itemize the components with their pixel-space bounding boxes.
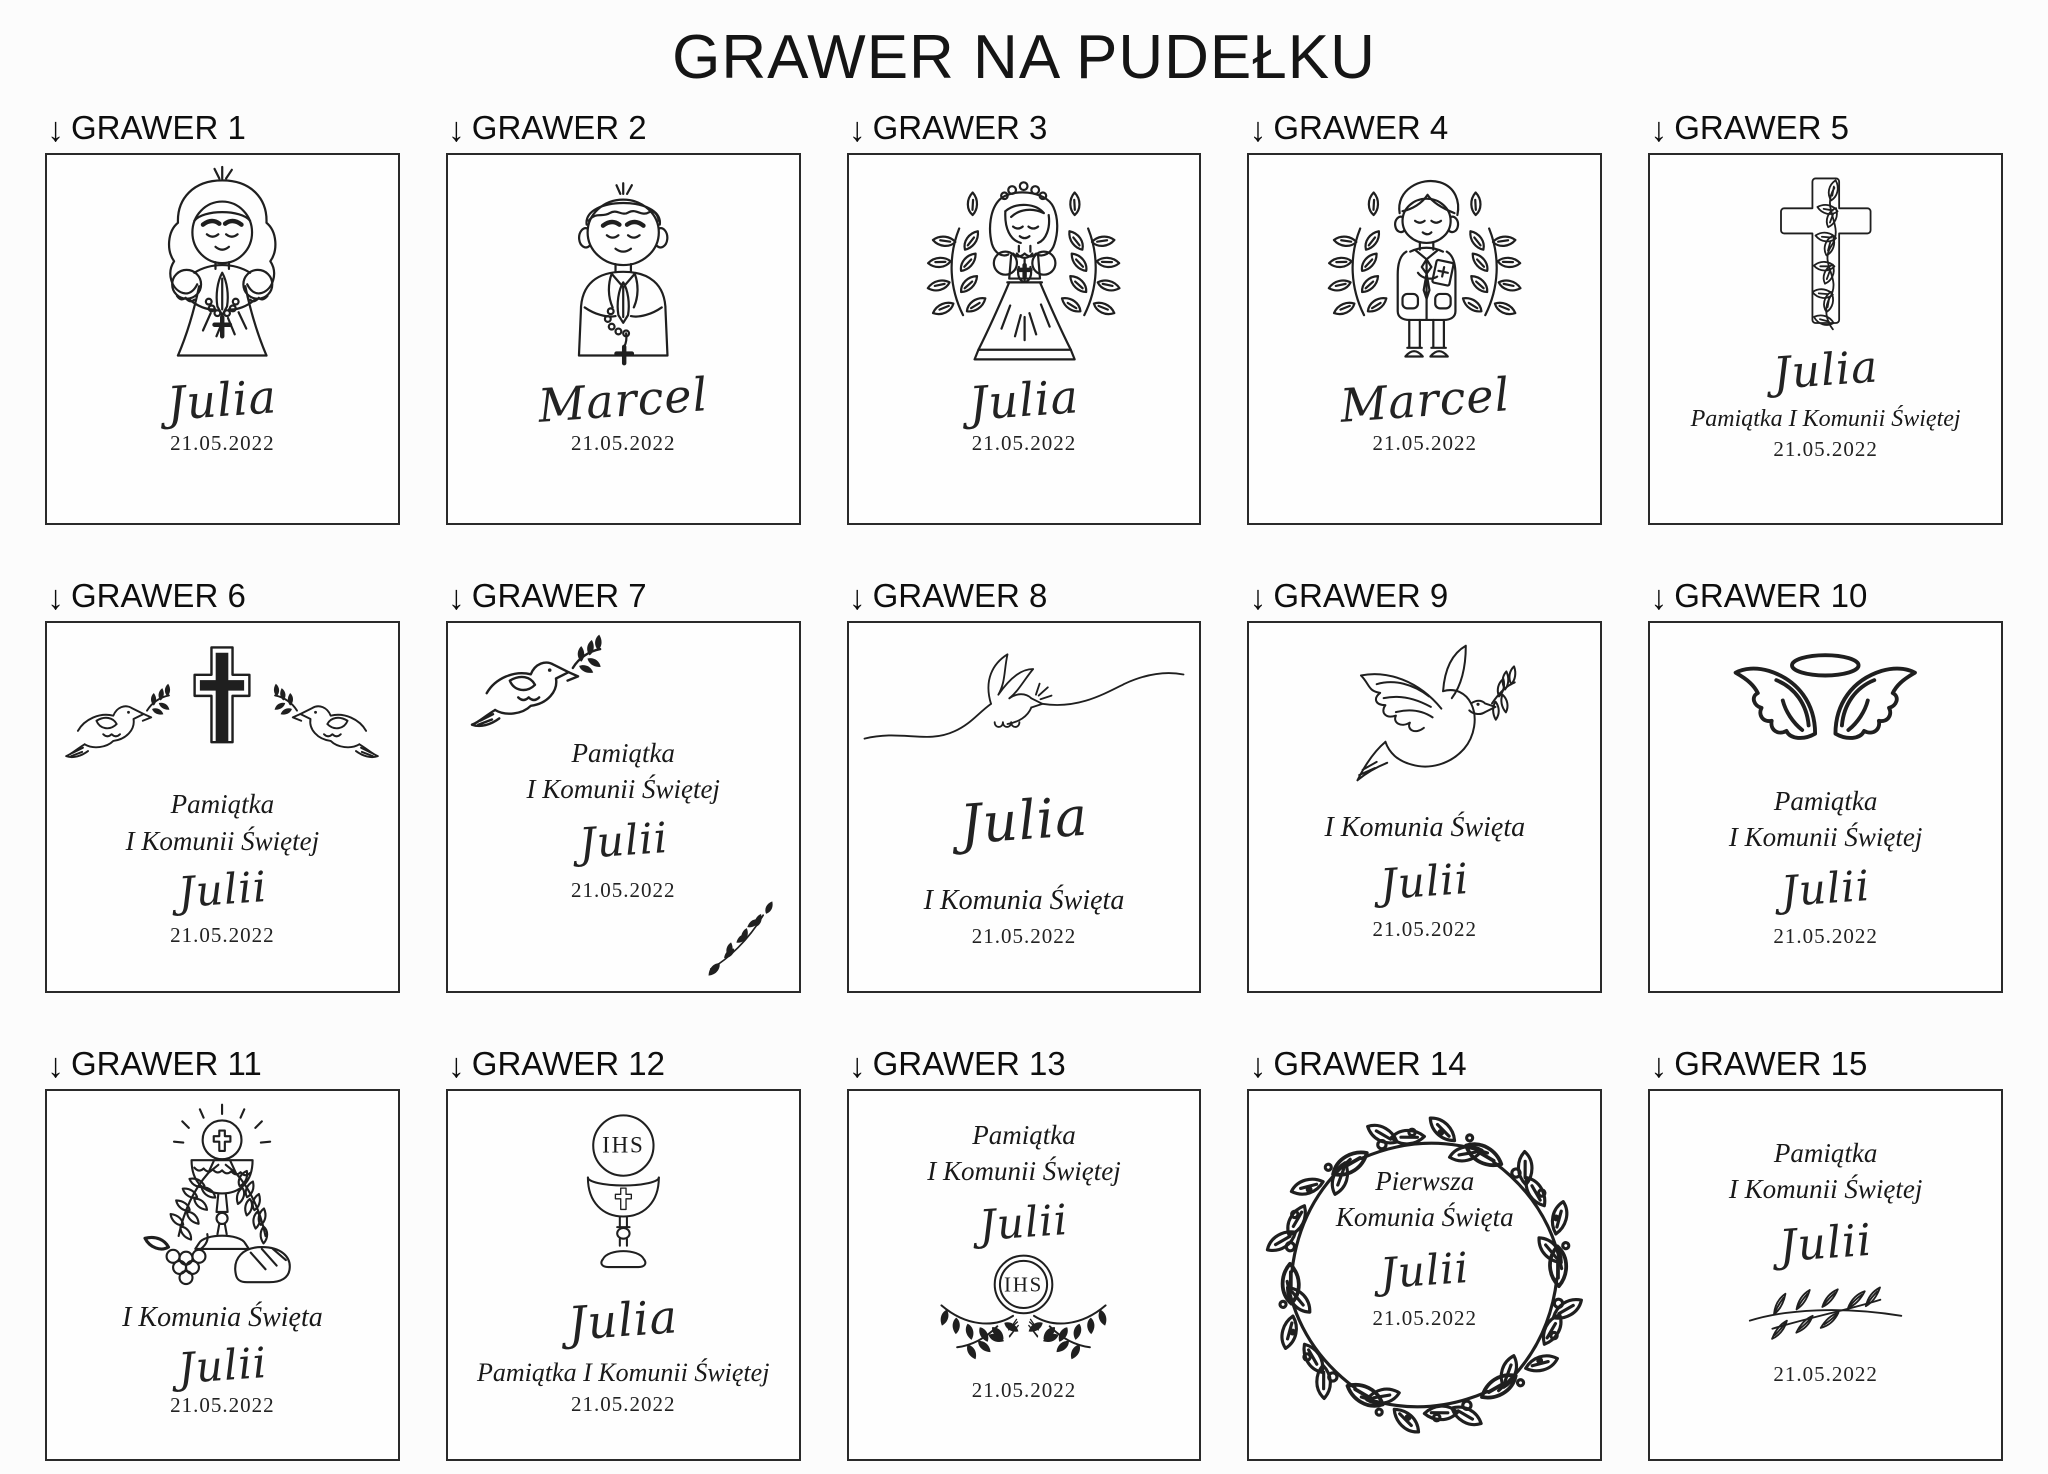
design-card-grawer-10: [1648, 575, 2003, 993]
design-label: [1249, 1043, 1602, 1083]
memorial-line: I Komunii Świętej: [1728, 1174, 1923, 1205]
down-arrow-icon: ↓: [447, 111, 465, 149]
design-card-grawer-6: [45, 575, 400, 993]
design-label-text: GRAWER 5: [1674, 109, 1849, 146]
down-arrow-icon: ↓: [447, 579, 465, 617]
engraved-date: 21.05.2022: [1372, 916, 1478, 941]
memorial-line: Pamiątka: [571, 738, 675, 768]
design-preview-box: [446, 153, 801, 525]
memorial-line: Pamiątka: [1773, 786, 1878, 816]
engraved-date: 21.05.2022: [971, 923, 1077, 948]
engraved-date: 21.05.2022: [570, 1392, 676, 1417]
chalice-with-ihs-host-illustration: [548, 1103, 699, 1291]
engraved-date: 21.05.2022: [1773, 437, 1878, 462]
angel-wings-with-halo-illustration: [1719, 645, 1932, 767]
engraved-name: Julii: [176, 1337, 269, 1393]
down-arrow-icon: ↓: [1249, 579, 1267, 617]
design-card-grawer-5: [1648, 107, 2003, 525]
communion-girl-with-branches-illustration: [913, 165, 1134, 369]
design-card-grawer-8: [847, 575, 1202, 993]
memorial-line: Komunia Święta: [1335, 1202, 1514, 1233]
engraved-name: Julii: [576, 812, 670, 868]
memorial-line: Pamiątka: [170, 789, 275, 820]
design-label: [47, 575, 400, 615]
memorial-line: I Komunii Świętej: [1728, 822, 1923, 853]
engraved-name: Julii: [1777, 1214, 1874, 1273]
memorial-line: Pierwsza: [1375, 1166, 1475, 1196]
memorial-line: Pamiątka: [972, 1120, 1076, 1150]
design-card-grawer-15: [1648, 1043, 2003, 1461]
ihs-monogram: IHS: [601, 1131, 645, 1158]
design-label-text: GRAWER 2: [471, 109, 647, 146]
designs-grid: [0, 107, 2048, 1461]
page-title: GRAWER NA PUDEŁKU: [672, 23, 1376, 92]
dove-with-branch-illustration: [464, 633, 614, 733]
engraved-date: 21.05.2022: [170, 923, 275, 948]
laurel-sprig-icon: [705, 905, 785, 975]
engraved-date: 21.05.2022: [570, 877, 676, 902]
down-arrow-icon: ↓: [1650, 1047, 1668, 1085]
engraved-date: 21.05.2022: [1773, 1361, 1878, 1386]
design-preview-box: [446, 1089, 801, 1461]
design-label-text: GRAWER 3: [872, 109, 1048, 146]
design-label-text: GRAWER 6: [71, 577, 246, 614]
design-card-grawer-13: [847, 1043, 1202, 1461]
design-label: [1249, 107, 1602, 147]
engraved-date: 21.05.2022: [971, 431, 1077, 455]
engraved-name: Julii: [1779, 860, 1872, 916]
down-arrow-icon: ↓: [848, 111, 866, 149]
engraved-date: 21.05.2022: [570, 431, 676, 455]
design-card-grawer-12: [446, 1043, 801, 1461]
design-label-text: GRAWER 11: [71, 1045, 262, 1082]
cross-with-two-doves-illustration: [64, 639, 380, 780]
design-preview-box: [1648, 621, 2003, 993]
memorial-line: Pamiątka: [1773, 1138, 1878, 1168]
ihs-medallion-with-laurel-illustration: [910, 1246, 1137, 1370]
down-arrow-icon: ↓: [47, 1047, 64, 1085]
design-card-grawer-3: [847, 107, 1202, 525]
design-preview-box: [1247, 153, 1602, 525]
down-arrow-icon: ↓: [1249, 111, 1267, 149]
down-arrow-icon: ↓: [848, 579, 866, 617]
engraved-name: Marcel: [536, 367, 710, 433]
design-preview-box: [1648, 1089, 2003, 1461]
engraved-date: 21.05.2022: [1773, 923, 1878, 948]
communion-boy-with-branches-illustration: [1314, 165, 1535, 369]
design-label-text: GRAWER 10: [1674, 577, 1868, 614]
design-card-grawer-9: [1247, 575, 1602, 993]
design-card-grawer-7: [446, 575, 801, 993]
design-label: [1249, 575, 1602, 615]
design-card-grawer-4: [1247, 107, 1602, 525]
design-preview-box: [1648, 153, 2003, 525]
design-label: [448, 1043, 801, 1083]
memorial-line: I Komunii Świętej: [526, 774, 720, 805]
design-preview-box: [847, 153, 1202, 525]
wreath-text-block: [1336, 1101, 1514, 1331]
engraved-name: Julii: [1378, 1242, 1471, 1298]
leaf-branch-illustration: [1745, 1282, 1906, 1340]
memorial-line: I Komunii Świętej: [125, 825, 320, 856]
design-label-text: GRAWER 4: [1273, 109, 1449, 146]
memorial-line: I Komunia Święta: [122, 1302, 323, 1333]
engraved-date: 21.05.2022: [1372, 1305, 1478, 1330]
design-card-grawer-2: [446, 107, 801, 525]
design-label: [448, 575, 801, 615]
design-label-text: GRAWER 12: [471, 1045, 665, 1082]
design-label: [47, 107, 400, 147]
engraved-name: Marcel: [1337, 367, 1512, 433]
design-card-grawer-11: [45, 1043, 400, 1461]
design-preview-box: [847, 621, 1202, 993]
design-label: [849, 107, 1202, 147]
down-arrow-icon: ↓: [848, 1047, 866, 1085]
memorial-line: Pamiątka I Komunii Świętej: [476, 1358, 770, 1387]
design-preview-box: [1247, 1089, 1602, 1461]
engraved-name: Julii: [1378, 853, 1471, 909]
praying-girl-illustration: [126, 165, 318, 369]
design-preview-box: [45, 153, 400, 525]
chalice-host-wheat-grapes-bread-illustration: [125, 1101, 319, 1297]
design-label-text: GRAWER 14: [1273, 1045, 1467, 1082]
design-label-text: GRAWER 9: [1273, 577, 1449, 614]
ihs-monogram: IHS: [1004, 1272, 1044, 1297]
engraved-date: 21.05.2022: [971, 1377, 1077, 1402]
engraved-name: Julii: [176, 861, 269, 918]
design-card-grawer-14: [1247, 1043, 1602, 1461]
memorial-line: Pamiątka I Komunii Świętej: [1690, 406, 1961, 432]
down-arrow-icon: ↓: [447, 1047, 465, 1085]
design-label-text: GRAWER 8: [872, 577, 1048, 614]
design-label-text: GRAWER 13: [872, 1045, 1066, 1082]
one-line-dove-illustration: [859, 647, 1189, 766]
design-label: [1650, 1043, 2003, 1083]
design-label: [1650, 575, 2003, 615]
design-label: [448, 107, 801, 147]
design-preview-box: [446, 621, 801, 993]
design-preview-box: [45, 1089, 400, 1461]
design-preview-box: [847, 1089, 1202, 1461]
design-label: [47, 1043, 400, 1083]
design-label: [849, 1043, 1202, 1083]
design-label-text: GRAWER 7: [471, 577, 647, 614]
engraved-name: Julii: [977, 1194, 1071, 1250]
memorial-line: I Komunia Święta: [923, 885, 1125, 917]
engraved-name: Julia: [566, 1289, 680, 1351]
engraved-date: 21.05.2022: [170, 1392, 275, 1417]
design-label: [1650, 107, 2003, 147]
dove-with-olive-branch-illustration: [1333, 637, 1516, 803]
memorial-line: I Komunii Świętej: [927, 1156, 1121, 1187]
down-arrow-icon: ↓: [1650, 579, 1668, 617]
design-preview-box: [1247, 621, 1602, 993]
engraved-date: 21.05.2022: [170, 431, 275, 455]
down-arrow-icon: ↓: [1249, 1047, 1267, 1085]
design-label-text: GRAWER 15: [1674, 1045, 1868, 1082]
cross-with-leaf-vine-illustration: [1759, 169, 1893, 345]
design-label-text: GRAWER 1: [71, 109, 246, 146]
down-arrow-icon: ↓: [1650, 111, 1668, 149]
engraved-date: 21.05.2022: [1372, 431, 1478, 455]
design-label: [849, 575, 1202, 615]
down-arrow-icon: ↓: [47, 111, 64, 149]
engraved-name: Julia: [957, 784, 1091, 857]
down-arrow-icon: ↓: [47, 579, 64, 617]
engraved-name: Julia: [165, 369, 280, 431]
praying-boy-illustration: [527, 165, 719, 369]
design-card-grawer-1: [45, 107, 400, 525]
engraved-name: Julia: [967, 369, 1081, 431]
design-preview-box: [45, 621, 400, 993]
memorial-line: I Komunia Święta: [1324, 812, 1526, 843]
engraved-name: Julia: [1771, 341, 1880, 400]
